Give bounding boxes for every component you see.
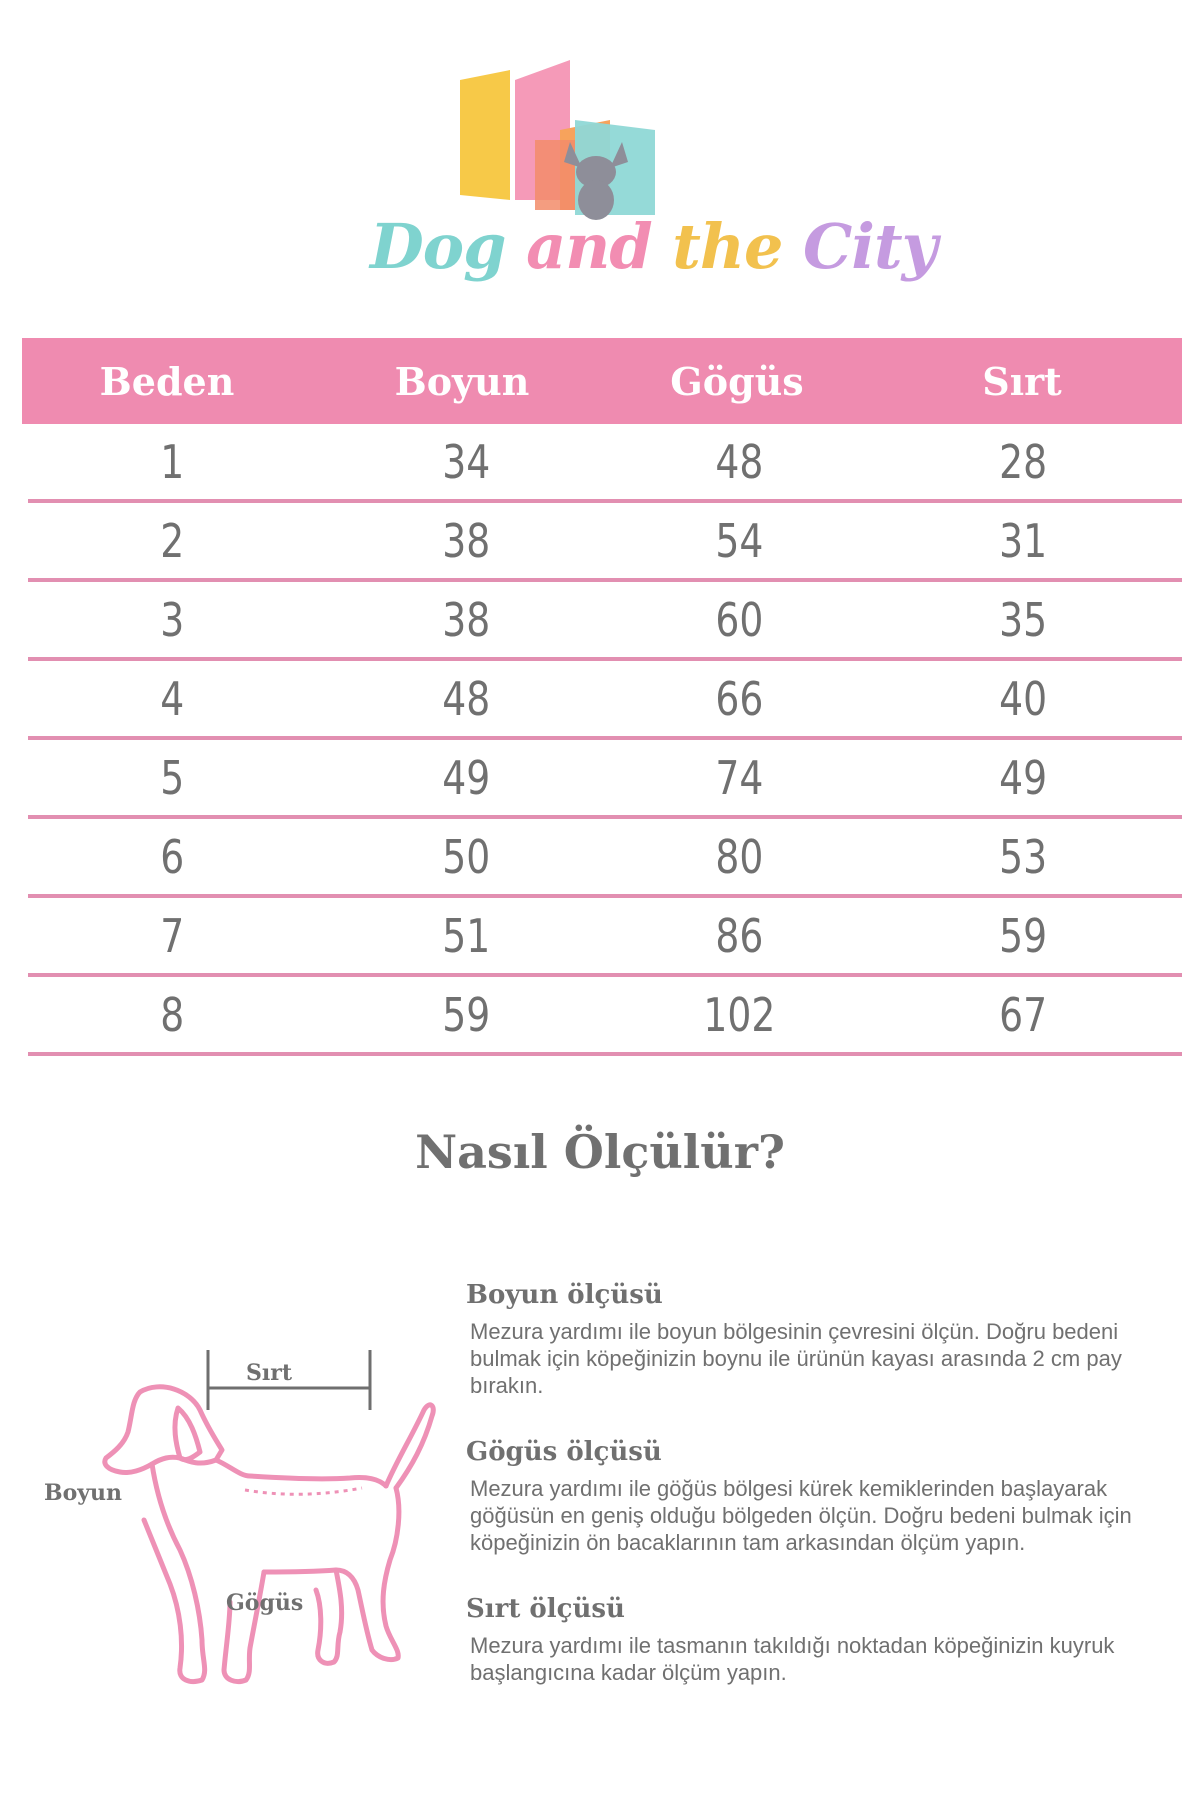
table-row [28,898,1182,977]
cell-beden: 4 [160,671,185,726]
cell-beden: 6 [160,829,185,884]
table-row [28,582,1182,661]
cell-boyun: 49 [441,750,490,805]
table-header [22,338,1182,424]
table-row [28,661,1182,740]
dog-outline-icon [40,1340,440,1710]
table-row [28,424,1182,503]
cell-gogus: 80 [715,829,764,884]
header-gogus: Gögüs [670,358,804,404]
brand-word-dog: Dog [370,210,506,283]
cell-gogus: 48 [715,434,764,489]
instruction-boyun [466,1280,1166,1399]
cell-boyun: 34 [441,434,490,489]
cell-sirt: 35 [998,592,1047,647]
instruction-text: Mezura yardımı ile göğüs bölgesi kürek kemiklerinden başlayarak göğüsün en geniş olduğu bölgeden ölçün. Doğru bedeni bulmak için köpeğinizin ön bacaklarının tam arkasından ölçüm yapın. [470,1476,1132,1555]
header-boyun: Boyun [394,358,530,404]
cell-gogus: 54 [715,513,764,568]
instruction-gogus [466,1437,1166,1556]
cell-beden: 7 [160,908,185,963]
cell-beden: 2 [160,513,185,568]
cell-beden: 5 [160,750,185,805]
instruction-sirt [466,1594,1166,1686]
cell-gogus: 86 [715,908,764,963]
instruction-title: Sırt ölçüsü [466,1594,625,1624]
instruction-text: Mezura yardımı ile boyun bölgesinin çevresini ölçün. Doğru bedeni bulmak için köpeğinizin boynu ile ürünün kayası arasında 2 cm pay bırakın. [470,1319,1122,1398]
size-table [22,338,1182,1056]
cell-sirt: 31 [998,513,1047,568]
header-sirt: Sırt [982,358,1062,404]
cell-boyun: 59 [441,987,490,1042]
brand-word-and: and [526,210,652,283]
table-row [28,977,1182,1056]
figure-label-boyun: Boyun [44,1480,123,1506]
brand-logo [360,50,937,310]
instruction-text: Mezura yardımı ile tasmanın takıldığı noktadan köpeğinizin kuyruk başlangıcına kadar ölçüm yapın. [470,1633,1115,1685]
cell-sirt: 53 [998,829,1047,884]
cell-boyun: 51 [441,908,490,963]
table-row [28,819,1182,898]
brand-word-city: City [803,210,937,283]
instruction-title: Gögüs ölçüsü [466,1437,662,1467]
cell-beden: 8 [160,987,185,1042]
brand-word-the: the [672,210,783,283]
cell-gogus: 66 [715,671,764,726]
cell-sirt: 40 [998,671,1047,726]
header-beden: Beden [99,358,235,404]
figure-label-sirt: Sırt [246,1360,292,1386]
cell-gogus: 60 [715,592,764,647]
cell-boyun: 38 [441,513,490,568]
dog-measurement-figure [40,1340,440,1710]
cell-sirt: 67 [998,987,1047,1042]
brand-wordmark [370,210,937,283]
instruction-title: Boyun ölçüsü [466,1280,663,1310]
cell-sirt: 59 [998,908,1047,963]
cell-boyun: 50 [441,829,490,884]
city-skyline-logo-icon [360,50,840,220]
cell-boyun: 48 [441,671,490,726]
cell-beden: 3 [160,592,185,647]
measurement-instructions [466,1280,1166,1724]
howto-title: Nasıl Ölçülür? [415,1125,785,1179]
figure-label-gogus: Gögüs [226,1590,304,1616]
cell-boyun: 38 [441,592,490,647]
table-row [28,740,1182,819]
table-row [28,503,1182,582]
cell-sirt: 28 [998,434,1047,489]
cell-beden: 1 [160,434,185,489]
cell-gogus: 74 [715,750,764,805]
cell-sirt: 49 [998,750,1047,805]
cell-gogus: 102 [703,987,776,1042]
